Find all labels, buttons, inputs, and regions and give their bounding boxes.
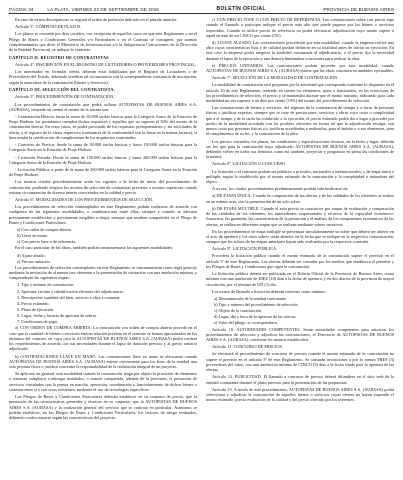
list-item: e) Precios unitarios. [17, 258, 51, 264]
list-item: c) Objeto de la contratación. [214, 308, 263, 314]
paragraph: Procederá la licitación pública cuando el monto estimado de la contratación supere el previsto en el artículo 5º de este Reglamento. Las ofertas deberán ser cursadas por los medios que establezca el presente y los Pliegos de Bases y Condiciones que rigen la contratación. [206, 253, 394, 269]
paragraph: En caso de existir discrepancias se seguirá el orden de prelación indicado en el párrafo anterior. [15, 17, 178, 22]
list-item: a) Denominación de la entidad contratante. [214, 295, 288, 301]
province-name: PROVINCIA DE BUENOS AIRES [323, 7, 394, 12]
paragraph: b) CONTRATACIONES LLAVE EN MANO. Las contrataciones llave en mano se efectuarán cuando AUTOPISTAS DE BUENOS AIRES S.A. (AUBASA) estime conveniente para los fines de la entidad una sola persona física o jurídica concentre la responsabilidad de la realización integral de un proyecto. [9, 353, 197, 370]
header-left [9, 7, 159, 12]
paragraph: Los procedimientos de selección contemplados en este Reglamento podrán realizarse de acuerdo con cualquiera de las siguientes modalidades, o combinaciones entre ellas, siempre y cuando se adecuen previamente establecidas y previamente exigibles a elegir, siempre que resulten compatibles en el Pliego de Bases y Condiciones Particulares: [9, 204, 197, 225]
list-item: 4. Precio estimado. [17, 300, 50, 306]
list-item: a) Con orden de compra abierta. [17, 226, 72, 232]
column-right [206, 17, 394, 422]
paragraph: Los montos citados precedentemente serán los vigentes a la fecha de inicio del procedimiento de contratación, pudiendo elegirse los montos de selección de contratistas previstos o montos superiores cuando existan circunstancias de diverso interés concretados en la calidad y precio. [9, 179, 197, 195]
paragraph: Los procedimientos de contratación que podrá utilizar AUTOPISTAS DE BUENOS AIRES S.A. (AUBASA), teniendo en cuenta el monto de la misma son: [9, 101, 197, 112]
list-item: 5. Plazo de ejecución. [17, 307, 55, 313]
paragraph: Los avisos de llamado a licitación deberán contener como mínimo: [212, 288, 326, 294]
list-item: 7. Condiciones de pago. [17, 319, 58, 325]
paragraph: En el caso particular de las obras, también podrán instrumentarse las siguientes modalidades: [15, 245, 174, 251]
paragraph: En los procedimientos de etapa múltiple se presentará simultáneamente un sobre que deberá ser abierto en el acto de apertura y los otros sobres serán abiertos en la fecha que se indique en la respectiva comunicación, siempre que los sobres de las etapas anteriores hayan sido evaluados por la respectiva comisión. [206, 228, 394, 245]
paragraph: e) PRECIOS UNITARIOS. Las contrataciones podrán proceder por esta modalidad, cuando AUTOPISTAS DE BUENOS AIRES S.A. (AUBASA) estime que las obras consisten en unidades ejecutables. [206, 62, 394, 74]
paragraph: Artículo 9º. LICITACIÓN PÚBLICA. [212, 246, 278, 252]
paragraph: - Concurso de Precios: desde la suma de 30.000 tarifas básicas y hasta 150.000 tarifas básicas para la Categoría Autos en la Estación de Peaje Hudson. [9, 142, 197, 153]
paragraph: b) DE ETAPA MÚLTIPLE. Cuando el acto previo se caracterice por etapas de evaluación y comparación de las calidades de los oferentes, los antecedentes empresariales y técnicos de la capacidad económico-financiera, las garantías, las características de la prestación y el análisis de los componentes económicos de las ofertas, se realiza en diferentes etapas que se realizan mediante sobres sucesivos. [206, 205, 394, 227]
paragraph: Los Pliegos de Bases y Condiciones Particulares deberán establecer en su conjunto de precio, que la prestación de las características generales y técnicas en su conjunto, que la AUTOPISTAS DE BUENOS AIRES S.A. (AUBASA) y la realización general del servicio que se contrata en particular. Asimismo se podrán establecer, en los Pliegos de Bases y Condiciones Particulares, los factores de riesgo evaluados, debiendo confeccionarse según las características del proyecto. [9, 394, 197, 421]
paragraph: Las contrataciones de bienes y servicios, del régimen de la contratación de tiempo y a favor de personas físicas o jurídicas expertas, siempre que se trate de prestaciones, servicios y obras cuyo costo o complejidad que a el tiempo y de la tarifa ha conducido a la ejecución, el precio estimado podrá dar a lugar a proceder por medio de la modalidad acordada con los posibles oferentes en forma tal que la adjudicación recaiga, con menor costo por personas físicas y/o jurídicas acreditadas a realizarlos, para el ámbito o a sus elementos, para el cumplimiento de su fin, y la contratación de la obra. [206, 105, 394, 137]
paragraph: Artículo 5º. PROCEDIMIENTOS DE CONTRATACIÓN. [15, 94, 115, 100]
paragraph: Artículo 12. PUBLICIDAD. El llamado a concurso de precios deberá difundirse en el sitio web de la entidad contratante durante el plazo previsto para la presentación de las propuestas. [206, 374, 394, 385]
paragraph: Artículo 13. A través de este procedimiento, AUTOPISTAS DE BUENOS AIRES S.A. (AUBASA) podrá seleccionar y adjudicar la contratación de aquellos bienes o servicios cuyas ofertas no hayan superado el monto estimado, previa evaluación de la calidad y del precio ofrecido por los oferentes. [206, 386, 394, 403]
paragraph: Los interesados en formular oferta, deberán estar habilitados por el Registro de Licitadores o de Proveedores del Estado, debiendo acreditar tal circunstancia con la correspondiente constancia de inscripción, según la naturaleza de la contratación (bienes y Servicios). [9, 69, 197, 85]
paragraph: Los precios cotizados, los plazos, las condiciones y especificaciones técnicas, en la fecha y lugar, deberán ser los que para la contratación haya adjudicado AUTOPISTAS DE BUENOS AIRES S.A. (AUBASA), debiendo volver en todos sus términos como así también, proyectar y programar en pleno las condiciones de la misma. [206, 138, 394, 160]
section-heading: CAPÍTULO III. SELECCIÓN DEL CONTRATISTA. [9, 87, 115, 93]
list-item: b) Tipo y número del procedimiento de selección. [214, 302, 299, 308]
paragraph: Artículo 6º. MODALIDADES DE LOS PROCEDIMIENTOS DE SELECCIÓN. [15, 196, 154, 202]
paragraph: Artículo 8º. LICITACIÓN O CONCURSO. [212, 161, 287, 167]
list-item: d) Lugar, día y hora de la apertura de las ofertas. [214, 314, 297, 320]
list-item: d) Ajuste alzado. [17, 252, 46, 258]
paragraph: Los procedimientos de selección contemplados en este Reglamento se instrumentarán como regla general, mediante la invitación de al menos tres oferentes a la presentación de cotización con una antelación mínima, y comprenderán las siguientes etapas: [9, 264, 197, 281]
paragraph: c) CON PRECIO TOPE O CON PRECIO DE REFERENCIA. Las contrataciones sobre con precio tope cuando el llamado a participar indique el precio más alto que puede pagarse por los bienes o servicios requeridos. Cuando se utilice precio de referencia no podrá efectuarse adjudicación cuyo monto supere a aquél en más de un CINCO por ciento (5%). [206, 17, 394, 38]
paragraph: Artículo 4º. INSCRIPCIÓN EN EL REGISTRO DE LICITADORES O PROVEEDORES PROVINCIAL. [15, 61, 196, 67]
paragraph: - Licitación Pública: a partir de la suma de 260.000 tarifas básicas para la Categoría Autos en la Estación de Peaje Hudson. [9, 166, 197, 178]
paragraph: a) DE ETAPA ÚNICA. Cuando la comparación de las ofertas y de las calidades de los oferentes se realiza en un mismo acto, con la presentación de un solo sobre. [206, 193, 394, 204]
text-columns [9, 17, 394, 422]
paragraph: Artículo 11. CONCURSO DE PRECIOS. [212, 344, 283, 350]
list-item: c) Con precio base o de referencia. [17, 239, 77, 245]
section-heading: CAPÍTULO II. REGISTRO DE CONTRATISTAS [9, 54, 109, 60]
publication-title: BOLETÍN OFICIAL [216, 6, 266, 12]
paragraph: Artículo 7º. SELECCIÓN DE LA MODALIDAD DE CONTRATACIÓN. [212, 75, 339, 81]
list-item: e) Valor del pliego, si correspondiera. [214, 320, 278, 326]
column-left [9, 17, 197, 422]
page-number: PÁGINA 34 [9, 7, 34, 12]
paragraph: La licitación pública deberá ser publicada en el Boletín Oficial de la Provincia de Buenos Aires, como mínimo con una antelación de DIEZ (10) días a la fecha de apertura, y en dos diarios de la provincia de mayor circulación, por el término de UN (1) día. [206, 271, 394, 287]
page-header [9, 6, 394, 14]
list-item: 2. Apertura: recinto y identificación eficiente del adjudicatario. [17, 288, 125, 294]
paragraph: La licitación o el concurso podrán ser públicos o privados, nacionales o internacionales, y de etapa única o múltiple, según lo establecido por el monto estimado de la contratación y la complejidad o naturaleza del objeto. [206, 168, 394, 185]
paragraph: A su vez, los citados procedimientos preliminarmente podrán subclasificarse en: [212, 186, 349, 192]
paragraph: La modalidad de contratación será propuesta por la autoridad que corresponda conforme lo dispuesto en el artículo 10 de este Reglamento, teniendo en cuenta los elementos, aptos o funcionales, en las estructuras de los procedimientos de selección, el precio y se mantendrá durante que el monto máximo, indicando para cada modalidad no sea superior a un diez por ciento (10%) del monto del procedimiento de selección. [206, 82, 394, 104]
paragraph: - Contratación Directa: hasta la suma de 30.000 tarifas básicas para la Categoría Autos de la Estación de Peaje Hudson; los postulantes cumplen dichos requisitos y aquellos que no superen el 50% del monto de la contratación directa. En estos casos, se podrá prescindir de los requisitos presupuestarios y las solicitudes de oferta, y el registro de la oferta respectiva (constancia de la conformidad con la firma en la misma factura), si bien tendrá la certificación de cumplimiento de los arquitectos contratados. [9, 113, 197, 140]
list-item: b) Llave en mano. [17, 233, 48, 239]
paragraph: - Licitación Privada: Desde la suma de 150.000 tarifas básicas y hasta 260.000 tarifas básicas para la Categoría Autos de la Estación de Peaje Hudson. [9, 154, 197, 165]
list-item: 1. Tipo y número de contratación. [17, 282, 75, 288]
paragraph: d) AJUSTE ALZADO. Las contrataciones procederán por esta modalidad, cuando la empresa realice una obra cuyas características fijas y de calidad puedan definirse en su totalidad antes de iniciar su ejecución. En este caso la empresa podrá asegurar la totalidad consumada al adjudicatario, o al precio fijo la necesidad durante el lapso de la ejecución y una demora limitándose a necesaria para realizar la obra. [206, 39, 394, 61]
publication-date: LA PLATA, VIERNES 23 DE SEPTIEMBRE DE 2016 [47, 7, 159, 12]
list-item: 3. Descripción: cantidad del bien, servicio u obra a contratar. [17, 294, 121, 300]
paragraph: Artículo 3º. CÓMPUTO DE PLAZOS. [15, 24, 82, 30]
paragraph: a) CON ORDEN DE COMPRA ABIERTA. La contratación con orden de compra abierta procede en el caso que la cantidad de bienes o servicios está en relación prevista en el contrato se hemos aproximados en los términos del contrato, en cuyo caso la AUTOPISTAS DE BUENOS AIRES S.A. (AUBASA) podrá realizar los requerimientos de acuerdo con sus necesidades durante el lapso de duración previsto y al precio unitario adjudicado. [9, 325, 197, 352]
paragraph: Artículo 10. AUTORIDADES COMPETENTES. Serán autoridades competentes para autorizar los procedimientos de selección y adjudicar las contrataciones, el Directorio de AUTOPISTAS DE BUENOS AIRES S.A. (AUBASA), conforme los montos establecidos. [206, 326, 394, 343]
list-item: 6. Lugar, fecha y horario de apertura de sobres. [17, 313, 98, 319]
paragraph: Se efectuará el procedimiento de concurso de precios cuando el monto estimado de la contratación no supere el previsto en el artículo 5º de este Reglamento. Se cursarán invitaciones a por lo menos TRES (3) proveedores del ramo, con una antelación mínima de CINCO (5) días a la fecha fijada para la apertura de las ofertas. [206, 351, 394, 373]
paragraph: Los plazos se contarán por días corridos, con excepción de aquellos casos en que este Reglamento o en el Pliego de Bases y Condiciones Generales y/o Particulares o en el Contrato se consignen, por normas complementarias que dicte el Ministerio de Infraestructura y/o la Subgerencia Concurrentes de la Dirección de la Entidad Provincial, se indique lo contrario. [9, 31, 197, 53]
paragraph: Se aplicará, en general, esta modalidad cuando la contratación tenga por objeto la provisión de elementos o sistemas complejos a entregar instalados, o cuando comprenda, además de la provisión, la prestación de servicios vinculados con la puesta en marcha, operación, coordinación o funcionamiento de dichos bienes o sistemas entre sí o con otros existentes, mediante el uso de tecnologías específicas. [9, 371, 197, 392]
